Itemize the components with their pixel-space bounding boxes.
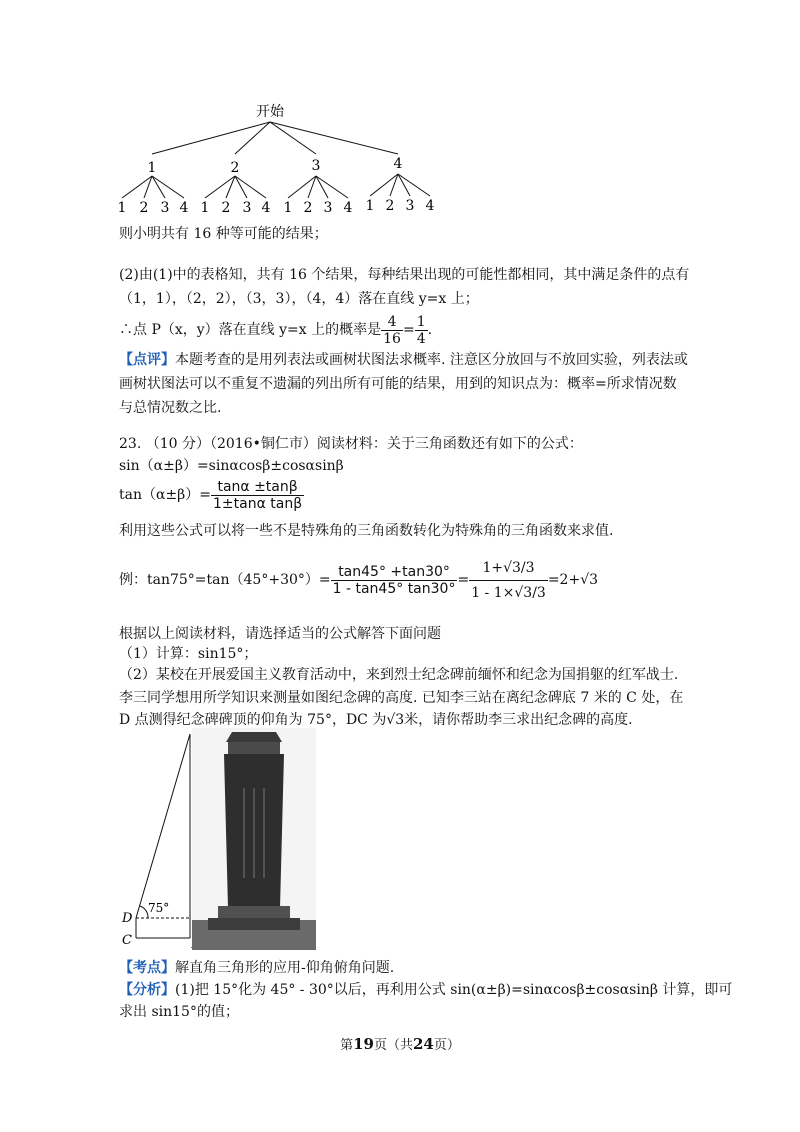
tree-leaf: 2	[385, 198, 395, 214]
comment-line: 与总情况数之比.	[119, 400, 222, 416]
tree-leaf: 1	[117, 200, 127, 216]
monument-photo	[192, 728, 316, 950]
tree-node-4: 4	[393, 156, 403, 172]
tree-leaf: 3	[405, 198, 415, 214]
paragraph: 根据以上阅读材料，请选择适当的公式解答下面问题	[119, 626, 441, 642]
tree-leaf: 3	[242, 200, 252, 216]
analysis-tag: 【分析】	[119, 982, 175, 998]
page-total: 24	[413, 1035, 434, 1053]
tree-node-3: 3	[311, 158, 321, 174]
tree-leaf: 4	[425, 198, 435, 214]
tree-leaf: 1	[365, 198, 375, 214]
tree-leaf: 4	[179, 200, 189, 216]
paragraph: ∴点 P（x，y）落在直线 y=x 上的概率是	[119, 322, 382, 338]
tree-leaf: 2	[221, 200, 231, 216]
example-formula: 例：tan75°=tan（45°+30°）= $\frac{\tan 45^\circ +\tan 30^\circ}{1 - \tan 45^\circ \tan 30^\circ}$ = $\frac{1+√3/3}{1 - 1\times√3/3}$ =2+√3	[119, 540, 598, 620]
analysis-line: 求出 sin15°的值；	[119, 1004, 239, 1020]
fraction: $\frac{\tan\alpha \pm\tan\beta}{\text{1±tanα tanβ}}$	[213, 478, 303, 512]
page-number: 19	[353, 1035, 374, 1053]
label-C: C	[122, 933, 132, 948]
fraction: $\frac{1}{4}$	[416, 313, 426, 347]
paragraph: （1，1），（2，2），（3，3），（4，4）落在直线 y=x 上；	[119, 291, 479, 307]
tree-leaf: 4	[343, 200, 353, 216]
label-D: D	[122, 911, 133, 926]
probability-statement: ∴点 P（x，y）落在直线 y=x 上的概率是 $\frac{4}{16}$ = $\frac{1}{4}$ .	[119, 313, 433, 347]
subquestion-2: D 点测得纪念碑碑顶的仰角为 75°，DC 为√3米，请你帮助李三求出纪念碑的高度.	[119, 712, 633, 728]
tree-leaf: 4	[261, 200, 271, 216]
angle-label: 75°	[148, 901, 170, 915]
formula-sin: sin（α±β）=sinαcosβ±cosαsinβ	[119, 458, 344, 474]
subquestion-2: （2）某校在开展爱国主义教育活动中，来到烈士纪念碑前缅怀和纪念为国捐躯的红军战士.	[119, 667, 679, 683]
comment-line: 【点评】本题考查的是用列表法或画树状图法求概率. 注意区分放回与不放回实验，列表法或	[119, 352, 688, 368]
paragraph: 利用这些公式可以将一些不是特殊角的三角函数转化为特殊角的三角函数来求值.	[119, 523, 614, 539]
paragraph: 则小明共有 16 种等可能的结果；	[119, 226, 328, 242]
analysis-line: 【分析】(1)把 15°化为 45° - 30°以后，再利用公式 sin(α±β)=sinαcosβ±cosαsinβ 计算，即可	[119, 982, 733, 998]
tree-leaf: 3	[160, 200, 170, 216]
subquestion-2: 李三同学想用所学知识来测量如图纪念碑的高度. 已知李三站在离纪念碑底 7 米的 C 处，在	[119, 690, 684, 706]
tree-leaf: 2	[303, 200, 313, 216]
tree-node-2: 2	[230, 160, 240, 176]
point-line: 【考点】解直角三角形的应用-仰角俯角问题.	[119, 960, 395, 976]
subquestion-1: （1）计算：sin15°；	[119, 646, 258, 662]
tree-leaf: 3	[323, 200, 333, 216]
paragraph: (2)由(1)中的表格知，共有 16 个结果，每种结果出现的可能性都相同，其中满足条件的点有	[119, 267, 690, 283]
probability-tree	[110, 98, 450, 218]
point-tag: 【考点】	[119, 960, 175, 976]
tree-leaf: 2	[139, 200, 149, 216]
fraction: $\frac{\tan 45^\circ +\tan 30^\circ}{1 - \tan 45^\circ \tan 30^\circ}$	[332, 563, 456, 597]
page-footer: 第19页（共24页）	[340, 1035, 460, 1053]
fraction: $\frac{4}{16}$	[383, 313, 401, 347]
formula-tan: tan（α±β）= $\frac{\tan\alpha \pm\tan\beta}{\text{1±tanα tanβ}}$	[119, 478, 303, 512]
tree-leaf: 1	[283, 200, 293, 216]
comment-line: 画树状图法可以不重复不遗漏的列出所有可能的结果，用到的知识点为：概率=所求情况数	[119, 376, 677, 392]
question-header: 23. （10 分）（2016•铜仁市）阅读材料：关于三角函数还有如下的公式：	[119, 436, 583, 452]
tree-root: 开始	[256, 104, 284, 120]
tree-leaf: 1	[200, 200, 210, 216]
tree-node-1: 1	[147, 160, 157, 176]
comment-tag: 【点评】	[119, 352, 175, 368]
fraction: $\frac{1+√3/3}{1 - 1\times√3/3}$	[469, 556, 548, 605]
